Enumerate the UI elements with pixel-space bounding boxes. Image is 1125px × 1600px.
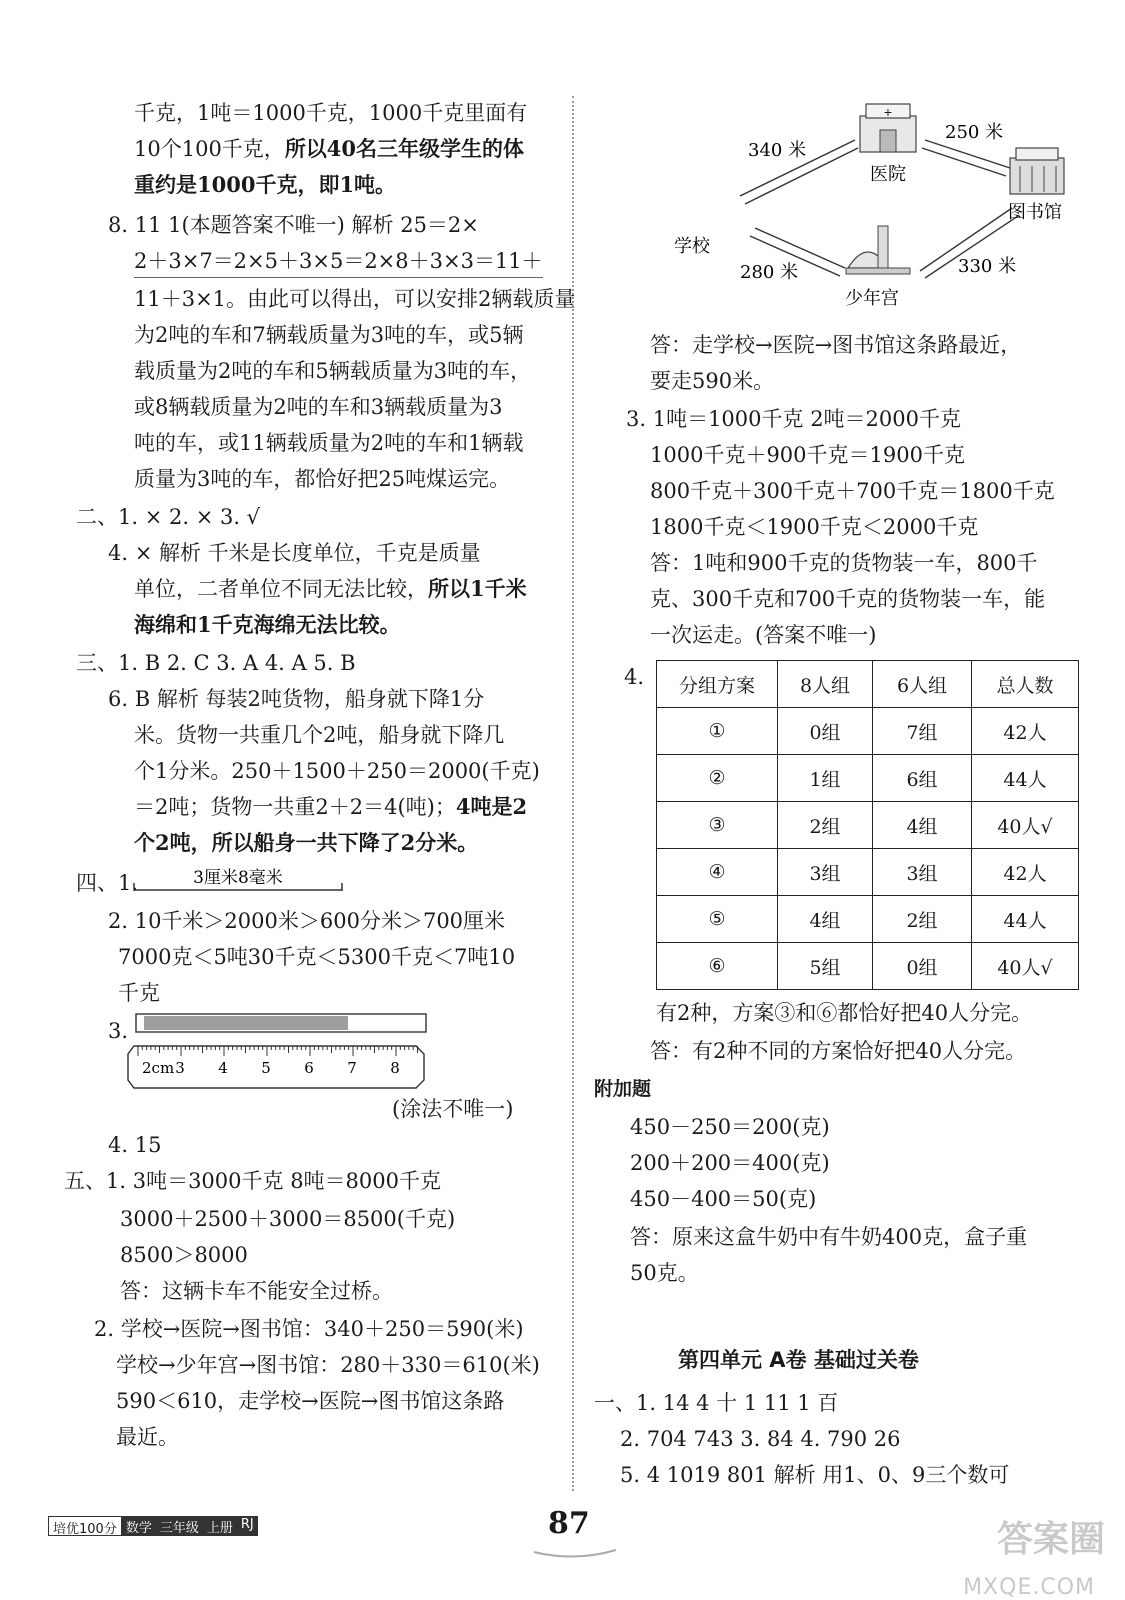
- table-header: 6人组: [873, 661, 972, 708]
- bar-fill: [144, 1016, 348, 1030]
- text-span-bold: 所以1千米: [428, 576, 527, 601]
- ruler-label: 8: [390, 1059, 400, 1077]
- text-line: 4. × 解析 千米是长度单位，千克是质量: [108, 541, 481, 565]
- text-span-bold: 4吨是2: [455, 794, 528, 819]
- table-cell: 40人√: [972, 943, 1079, 990]
- table-cell: 0组: [778, 708, 873, 755]
- ruler-figure: [124, 1010, 434, 1090]
- distance-label: 330 米: [958, 256, 1017, 277]
- text-line: 答：原来这盒牛奶中有牛奶400克，盒子重: [630, 1225, 1028, 1249]
- segment-label: 3厘米8毫米: [193, 868, 283, 888]
- text-line: 4.: [624, 665, 645, 689]
- table-row: [657, 896, 1079, 943]
- ruler-label: 7: [347, 1059, 357, 1077]
- question-8: 8. 11 1(本题答案不唯一) 解析 25＝2×: [108, 213, 479, 237]
- text-line: 1000千克＋900千克＝1900千克: [650, 443, 965, 467]
- table-cell: 4组: [778, 896, 873, 943]
- table-cell: ③: [657, 802, 778, 849]
- table-cell: 4组: [873, 802, 972, 849]
- table-cell: 5组: [778, 943, 873, 990]
- place-label-hospital: 医院: [870, 164, 906, 185]
- table-row: [657, 802, 1079, 849]
- text-line: 3.: [108, 1019, 129, 1043]
- text-line: 要走590米。: [650, 369, 775, 393]
- section-5: 五、1. 3吨＝3000千克 8吨＝8000千克: [64, 1169, 441, 1193]
- text-line: 载质量为2吨的车和5辆载质量为3吨的车，: [134, 359, 532, 383]
- section-2: 二、1. × 2. × 3. √: [76, 505, 261, 529]
- text-line: 6. B 解析 每装2吨货物，船身就下降1分: [108, 687, 485, 711]
- text-span-bold: 所以40名三年级学生的体: [284, 136, 525, 161]
- table-cell: 44人: [972, 755, 1079, 802]
- text-line: (涂法不唯一): [392, 1097, 514, 1121]
- text-line: [134, 792, 527, 822]
- hospital-icon: [860, 104, 916, 152]
- text-line: 答：有2种不同的方案恰好把40人分完。: [650, 1039, 1027, 1063]
- table-cell: 7组: [873, 708, 972, 755]
- text-line: 8500＞8000: [120, 1243, 248, 1267]
- youth-palace-icon: [846, 226, 910, 274]
- ruler-label: 2cm: [142, 1059, 175, 1077]
- book-edition: RJ: [237, 1516, 258, 1536]
- text-line: 4. 15: [108, 1133, 162, 1157]
- grouping-table: [656, 660, 1079, 990]
- table-cell: ④: [657, 849, 778, 896]
- segment-figure: [130, 864, 350, 898]
- table-cell: 42人: [972, 849, 1079, 896]
- text-line: 重约是1000千克，即1吨。: [134, 172, 397, 197]
- table-row: [657, 849, 1079, 896]
- watermark-logo: 答案圈: [996, 1519, 1105, 1560]
- section-3: 三、1. B 2. C 3. A 4. A 5. B: [76, 651, 356, 675]
- table-cell: 2组: [873, 896, 972, 943]
- text-line: 有2种，方案③和⑥都恰好把40人分完。: [656, 1001, 1033, 1025]
- text-line: 学校→少年宫→图书馆：280＋330＝610(米): [116, 1353, 540, 1377]
- text-line: 2. 704 743 3. 84 4. 790 26: [620, 1427, 901, 1451]
- book-label: [48, 1516, 258, 1536]
- text-line: 一次运走。(答案不唯一): [650, 623, 877, 647]
- text-line: 50克。: [630, 1261, 699, 1285]
- table-header: 总人数: [972, 661, 1079, 708]
- text-line: 2. 学校→医院→图书馆：340＋250＝590(米): [94, 1317, 524, 1341]
- text-line: 答：这辆卡车不能安全过桥。: [120, 1279, 393, 1303]
- ruler-label: 6: [304, 1059, 314, 1077]
- text-line: 590＜610，走学校→医院→图书馆这条路: [116, 1389, 505, 1413]
- text-line: 个2吨，所以船身一共下降了2分米。: [134, 830, 479, 855]
- table-cell: 44人: [972, 896, 1079, 943]
- table-cell: ②: [657, 755, 778, 802]
- book-subject: 数学: [122, 1516, 156, 1536]
- distance-label: 340 米: [748, 140, 807, 161]
- text-span: 10个100千克，: [134, 137, 285, 161]
- page-number-swoosh: [530, 1546, 620, 1560]
- book-volume: 上册: [203, 1516, 237, 1536]
- text-line: 800千克＋300千克＋700千克＝1800千克: [650, 479, 1055, 503]
- table-row: [657, 755, 1079, 802]
- table-cell: 42人: [972, 708, 1079, 755]
- table-cell: 1组: [778, 755, 873, 802]
- text-line: 质量为3吨的车，都恰好把25吨煤运完。: [134, 467, 511, 491]
- text-line: 千克，1吨＝1000千克，1000千克里面有: [134, 101, 528, 125]
- text-line: 2＋3×7＝2×5＋3×5＝2×8＋3×3＝11＋: [134, 246, 543, 278]
- table-cell: 6组: [873, 755, 972, 802]
- text-line: 千克: [118, 981, 160, 1005]
- text-line: 3. 1吨＝1000千克 2吨＝2000千克: [626, 407, 961, 431]
- place-label-youth-palace: 少年宫: [845, 288, 899, 309]
- text-line: 一、1. 14 4 十 1 11 1 百: [594, 1391, 839, 1415]
- text-line: 3000＋2500＋3000＝8500(千克): [120, 1207, 456, 1231]
- text-line: 吨的车，或11辆载质量为2吨的车和1辆载: [134, 431, 524, 455]
- text-line: 克、300千克和700千克的货物装一车，能: [650, 587, 1046, 611]
- text-line: 海绵和1千克海绵无法比较。: [134, 612, 401, 637]
- distance-label: 250 米: [945, 122, 1004, 143]
- text-line: 450－400＝50(克): [630, 1187, 817, 1211]
- text-line: 为2吨的车和7辆载质量为3吨的车，或5辆: [134, 323, 524, 347]
- distance-label: 280 米: [740, 262, 799, 283]
- watermark-url: MXQE.COM: [963, 1575, 1095, 1600]
- section-4: 四、1.: [76, 871, 139, 895]
- book-name: 培优100分: [48, 1516, 122, 1536]
- table-cell: 2组: [778, 802, 873, 849]
- text-line: 5. 4 1019 801 解析 用1、0、9三个数可: [620, 1463, 1010, 1487]
- table-row: [657, 943, 1079, 990]
- section-title: 第四单元 A卷 基础过关卷: [678, 1348, 919, 1372]
- table-row: [657, 708, 1079, 755]
- ruler-label: 3: [175, 1059, 185, 1077]
- text-line: 2. 10千米＞2000米＞600分米＞700厘米: [108, 909, 506, 933]
- table-cell: 3组: [873, 849, 972, 896]
- table-cell: 3组: [778, 849, 873, 896]
- text-line: 7000克＜5吨30千克＜5300千克＜7吨10: [118, 945, 516, 969]
- text-line: 200＋200＝400(克): [630, 1151, 830, 1175]
- book-grade: 三年级: [156, 1516, 203, 1536]
- table-cell: ⑤: [657, 896, 778, 943]
- route-map: [640, 96, 1100, 326]
- text-line: 1800千克＜1900千克＜2000千克: [650, 515, 979, 539]
- text-span: 单位，二者单位不同无法比较，: [134, 577, 428, 601]
- text-line: 答：走学校→医院→图书馆这条路最近，: [650, 333, 1022, 357]
- place-label-library: 图书馆: [1008, 202, 1062, 223]
- library-icon: [1010, 148, 1064, 194]
- text-line: 或8辆载质量为2吨的车和3辆载质量为3: [134, 395, 503, 419]
- text-span: ＝2吨；货物一共重2＋2＝4(吨)；: [134, 795, 456, 819]
- place-label-school: 学校: [674, 236, 710, 257]
- bonus-heading: 附加题: [594, 1078, 652, 1100]
- table-cell: 0组: [873, 943, 972, 990]
- table-cell: ⑥: [657, 943, 778, 990]
- text-line: 最近。: [116, 1425, 179, 1449]
- page-number: 87: [548, 1506, 590, 1541]
- column-divider: [572, 96, 574, 1491]
- text-line: 450－250＝200(克): [630, 1115, 830, 1139]
- table-header: 8人组: [778, 661, 873, 708]
- ruler-label: 5: [261, 1059, 271, 1077]
- table-cell: 40人√: [972, 802, 1079, 849]
- table-header-row: [657, 661, 1079, 708]
- text-line: 米。货物一共重几个2吨，船身就下降几: [134, 723, 505, 747]
- text-line: [134, 574, 527, 604]
- text-line: 11＋3×1。由此可以得出，可以安排2辆载质量: [134, 287, 576, 311]
- table-cell: ①: [657, 708, 778, 755]
- table-header: 分组方案: [657, 661, 778, 708]
- svg-text:+: +: [883, 106, 893, 119]
- text-line: [134, 134, 524, 164]
- ruler-label: 4: [218, 1059, 228, 1077]
- text-line: 个1分米。250＋1500＋250＝2000(千克): [134, 759, 540, 783]
- text-line: 答：1吨和900千克的货物装一车，800千: [650, 551, 1038, 575]
